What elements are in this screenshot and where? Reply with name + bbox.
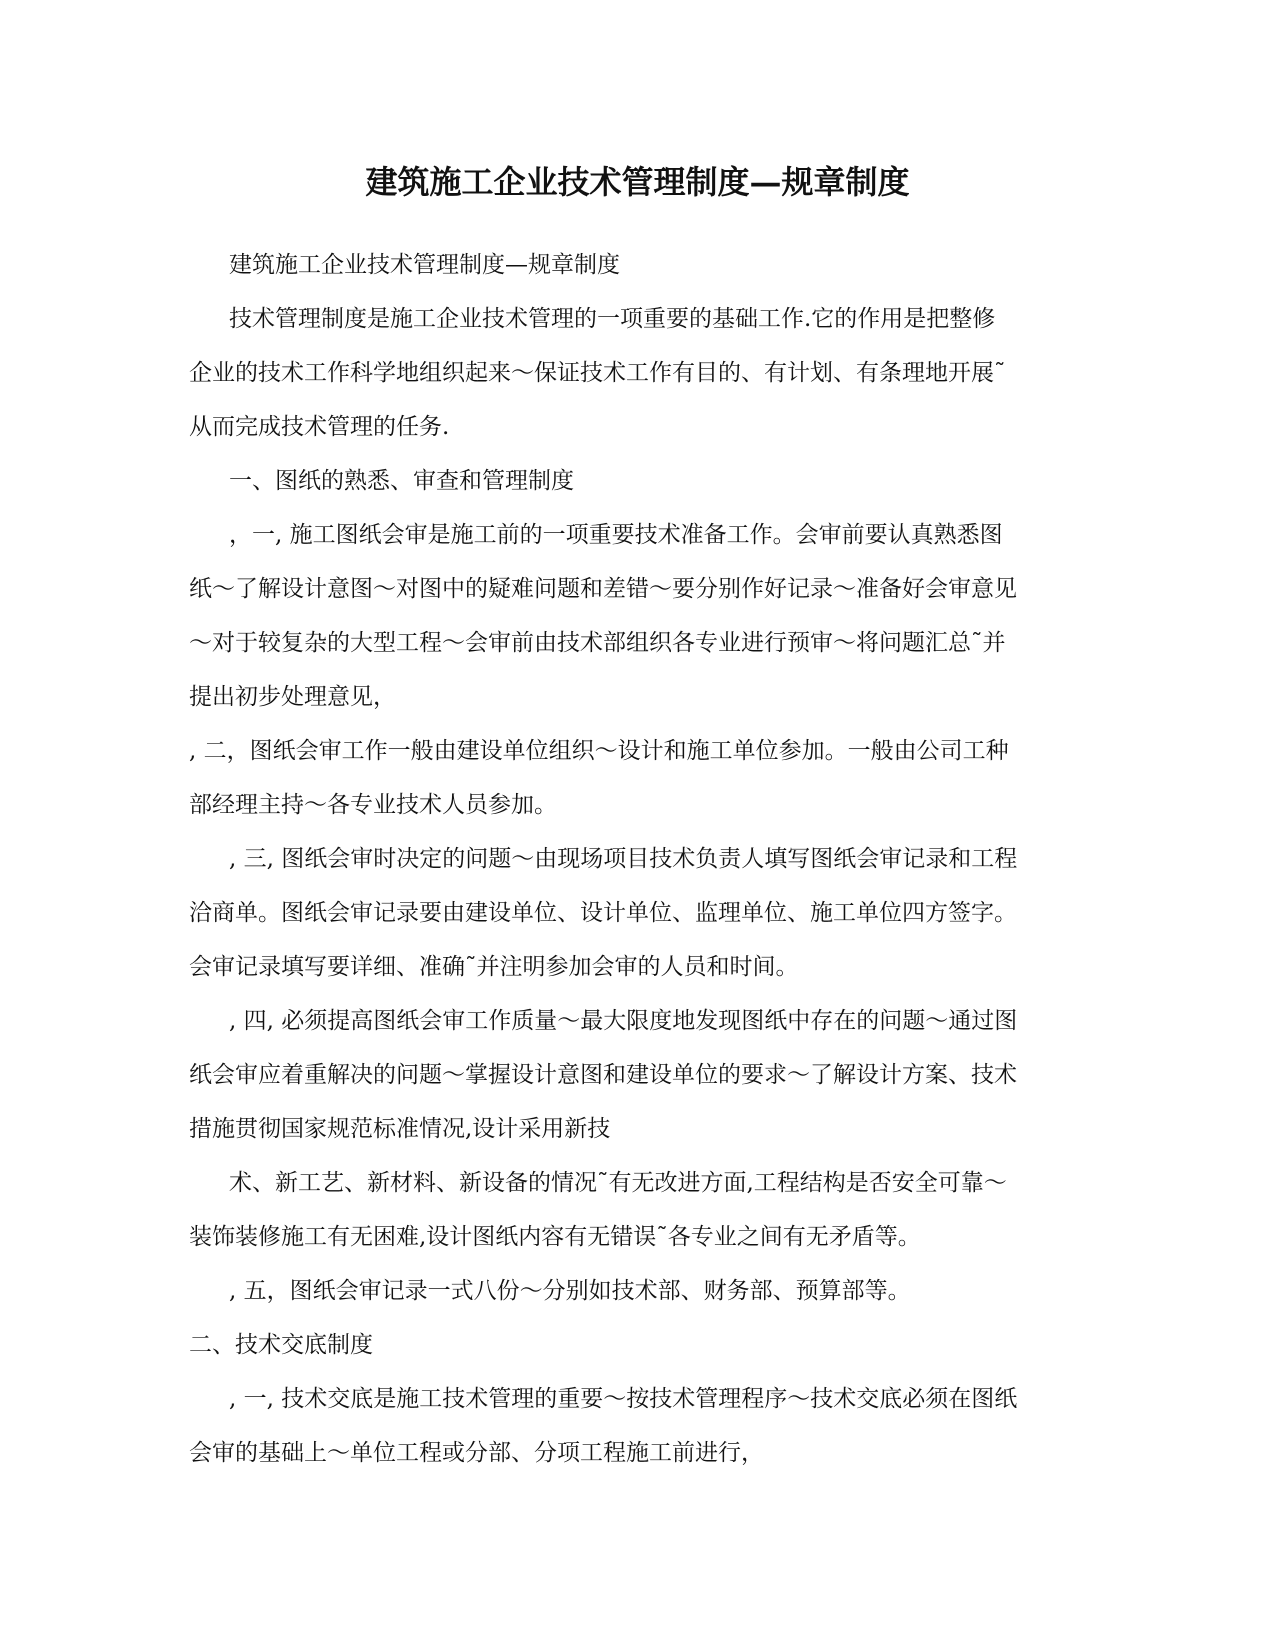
paragraph-line: 企业的技术工作科学地组织起来～保证技术工作有目的、有计划、有条理地开展˜	[189, 360, 1006, 386]
paragraph-line: 装饰装修施工有无困难,设计图纸内容有无错误˜各专业之间有无矛盾等。	[189, 1224, 921, 1250]
paragraph-line: , 一, 技术交底是施工技术管理的重要～按技术管理程序～技术交底必须在图纸	[229, 1386, 1018, 1412]
paragraph-line: 从而完成技术管理的任务.	[189, 414, 450, 440]
paragraph-line: 术、新工艺、新材料、新设备的情况˜有无改进方面,工程结构是否安全可靠～	[229, 1170, 1007, 1196]
paragraph-line: 措施贯彻国家规范标准情况,设计采用新技	[189, 1116, 611, 1142]
paragraph-line: , 四, 必须提高图纸会审工作质量～最大限度地发现图纸中存在的问题～通过图	[229, 1008, 1018, 1034]
paragraph-line: ～对于较复杂的大型工程～会审前由技术部组织各专业进行预审～将问题汇总˜并	[189, 630, 1006, 656]
document-title: 建筑施工企业技术管理制度—规章制度	[365, 163, 910, 201]
paragraph-line: 部经理主持～各专业技术人员参加。	[189, 792, 557, 818]
paragraph-line: 技术管理制度是施工企业技术管理的一项重要的基础工作.它的作用是把整修	[229, 306, 996, 332]
section-heading: 一、图纸的熟悉、审查和管理制度	[229, 468, 574, 494]
paragraph-line: 纸～了解设计意图～对图中的疑难问题和差错～要分别作好记录～准备好会审意见	[189, 576, 1017, 602]
paragraph-line: ，一, 施工图纸会审是施工前的一项重要技术准备工作。会审前要认真熟悉图	[229, 522, 1003, 548]
paragraph-line: 纸会审应着重解决的问题～掌握设计意图和建设单位的要求～了解设计方案、技术	[189, 1062, 1017, 1088]
paragraph-line: 会审记录填写要详细、准确˜并注明参加会审的人员和时间。	[189, 954, 799, 980]
subtitle-line: 建筑施工企业技术管理制度—规章制度	[229, 252, 620, 278]
paragraph-line: , 五，图纸会审记录一式八份～分别如技术部、财务部、预算部等。	[229, 1278, 911, 1304]
paragraph-line: 提出初步处理意见，	[189, 684, 396, 710]
document-body	[189, 238, 1089, 1480]
paragraph-line: 洽商单。图纸会审记录要由建设单位、设计单位、监理单位、施工单位四方签字。	[189, 900, 1017, 926]
paragraph-line: , 二，图纸会审工作一般由建设单位组织～设计和施工单位参加。一般由公司工种	[189, 738, 1009, 764]
section-heading: 二、技术交底制度	[189, 1332, 373, 1358]
paragraph-line: , 三, 图纸会审时决定的问题～由现场项目技术负责人填写图纸会审记录和工程	[229, 846, 1018, 872]
paragraph-line: 会审的基础上～单位工程或分部、分项工程施工前进行，	[189, 1440, 764, 1466]
